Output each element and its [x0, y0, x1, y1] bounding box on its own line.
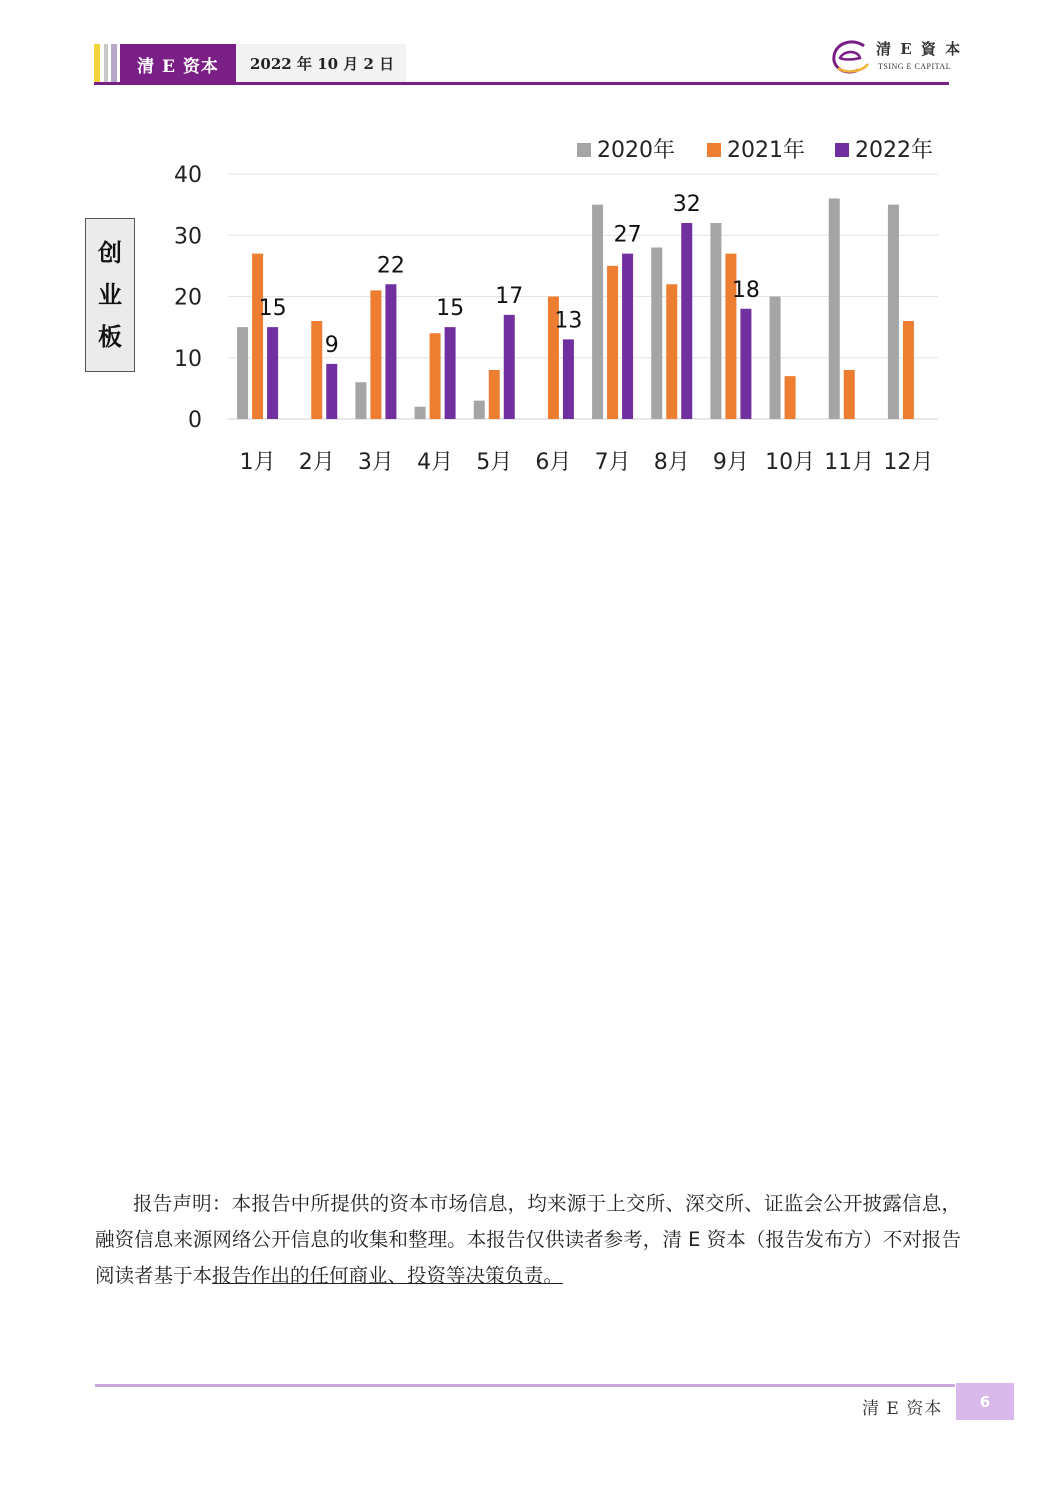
header-stripe-lilac — [111, 44, 117, 84]
logo-swirl-icon — [828, 38, 876, 78]
bar — [267, 327, 278, 419]
data-label: 27 — [613, 222, 642, 248]
data-label: 15 — [436, 296, 465, 322]
bar — [592, 205, 603, 419]
x-tick-label: 2月 — [298, 450, 335, 475]
bar — [888, 205, 899, 419]
page-number: 6 — [956, 1383, 1014, 1420]
bar — [710, 223, 721, 419]
footer-divider — [95, 1384, 955, 1387]
bar — [311, 321, 322, 419]
disclaimer-underlined-text: 报告作出的任何商业、投资等决策负责。 — [212, 1264, 564, 1287]
bar — [563, 339, 574, 419]
x-tick-label: 1月 — [239, 450, 276, 475]
legend-label: 2022年 — [855, 138, 933, 163]
legend-label: 2020年 — [597, 138, 675, 163]
bar — [651, 248, 662, 420]
data-label: 32 — [672, 192, 701, 217]
x-tick-label: 12月 — [883, 450, 934, 475]
legend-label: 2021年 — [727, 138, 805, 163]
header-stripe-gray — [104, 44, 108, 84]
y-tick-label: 30 — [174, 224, 202, 250]
report-disclaimer — [95, 1186, 961, 1294]
footer-brand: 清 E 资本 — [862, 1399, 943, 1419]
disclaimer-text: 报告声明：本报告中所提供的资本市场信息，均来源于上交所、深交所、证监会公开披露信息，融资信息来源网络公开信息的收集和整理。本报告仅供读者参考，清 E 资本（报告发布方）不对报告阅读者基于本 — [95, 1192, 961, 1287]
bar — [844, 370, 855, 419]
board-label-char: 创 — [98, 239, 122, 267]
bar — [666, 284, 677, 419]
logo-english-text: TSING E CAPITAL — [878, 62, 952, 71]
x-tick-label: 3月 — [357, 450, 394, 475]
bar — [415, 407, 426, 419]
bar — [903, 321, 914, 419]
y-tick-label: 10 — [174, 346, 202, 372]
x-tick-label: 9月 — [712, 450, 749, 475]
bar — [829, 199, 840, 420]
header-date: 2022 年 10 月 2 日 — [236, 44, 406, 82]
y-tick-label: 0 — [188, 408, 202, 433]
company-logo — [828, 38, 963, 78]
header-divider — [94, 82, 949, 85]
bar — [681, 223, 692, 419]
bar — [504, 315, 515, 419]
x-tick-label: 7月 — [594, 450, 631, 475]
bar — [445, 327, 456, 419]
x-tick-label: 11月 — [824, 450, 875, 475]
header-brand: 清 E 资本 — [120, 44, 236, 84]
bar — [430, 333, 441, 419]
chart-board-label — [85, 218, 135, 372]
y-tick-label: 20 — [174, 285, 202, 311]
data-label: 9 — [324, 332, 339, 358]
monthly-listings-bar-chart — [150, 120, 950, 490]
bar — [474, 401, 485, 419]
bar — [237, 327, 248, 419]
x-tick-label: 8月 — [653, 450, 690, 475]
logo-chinese-text: 清 E 資 本 — [876, 40, 963, 58]
legend-swatch — [835, 143, 849, 157]
data-label: 17 — [495, 283, 524, 309]
bar — [385, 284, 396, 419]
bar — [740, 309, 751, 419]
legend-swatch — [577, 143, 591, 157]
bar — [355, 382, 366, 419]
y-tick-label: 40 — [174, 163, 202, 188]
bar — [489, 370, 500, 419]
data-label: 13 — [554, 308, 583, 334]
bar — [252, 254, 263, 419]
legend-swatch — [707, 143, 721, 157]
bar — [785, 376, 796, 419]
bar — [326, 364, 337, 419]
x-tick-label: 5月 — [476, 450, 513, 475]
data-label: 22 — [376, 253, 405, 279]
bar — [770, 297, 781, 420]
x-tick-label: 10月 — [765, 450, 816, 475]
x-tick-label: 6月 — [535, 450, 572, 475]
header-stripe-yellow — [94, 44, 100, 84]
data-label: 15 — [258, 296, 287, 322]
bar — [622, 254, 633, 419]
bar — [370, 290, 381, 419]
board-label-char: 业 — [98, 281, 122, 309]
data-label: 18 — [731, 277, 760, 303]
board-label-char: 板 — [98, 323, 122, 351]
x-tick-label: 4月 — [417, 450, 454, 475]
bar — [607, 266, 618, 419]
